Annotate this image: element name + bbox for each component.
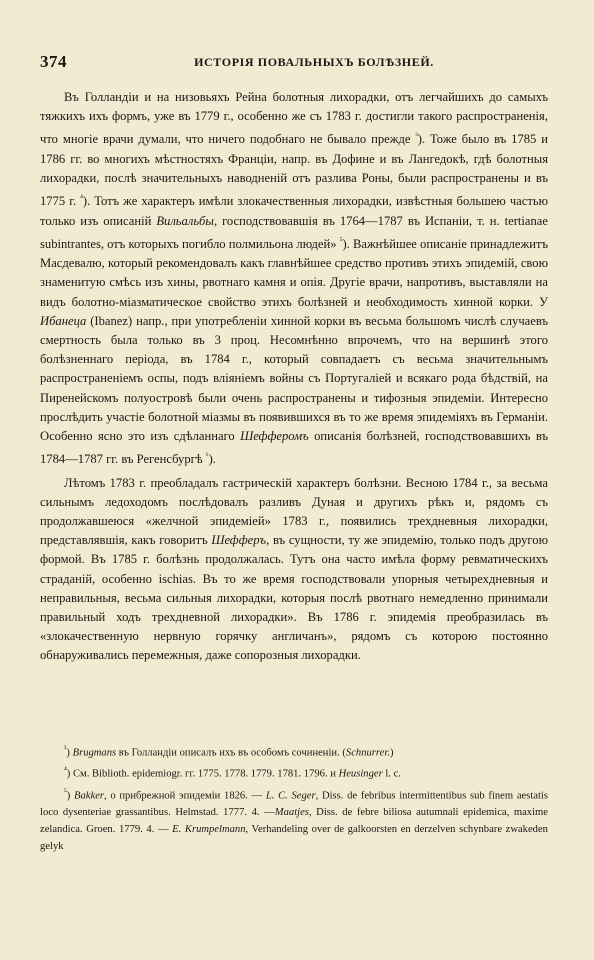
footnote bbox=[40, 783, 548, 856]
text-run: ). Тотъ же характеръ имѣли злокачественныя лихорадки, извѣстныя большею частью только изъ описаній bbox=[40, 194, 548, 228]
page-number: 374 bbox=[40, 52, 67, 71]
footnote-separator bbox=[40, 670, 548, 740]
italic-name: Вильальбы bbox=[156, 213, 214, 228]
italic-name: Brugmans bbox=[72, 747, 117, 759]
text-run: описанія болѣзней, господствовавшихъ въ 1784—1787 гг. въ Регенсбургѣ bbox=[40, 429, 548, 467]
text-run: l. c. bbox=[382, 768, 401, 780]
text-run: Въ Голландіи и на низовьяхъ Рейна болотныя лихорадки, отъ легчайшихъ до самыхъ тяжкихъ ихъ формъ, уже въ 1779 г., особенно же съ 1783 г. достигли такого распространенія, что многіе врачи думали, что ничего подобнаго не бывало прежде bbox=[40, 90, 548, 147]
italic-name: Heusinger bbox=[338, 768, 383, 780]
italic-name: E. Krumpelmann bbox=[172, 824, 246, 836]
text-run: , Diss. de febre biliosa autumnali epidemica, maxime zelandica. Groen. 1779. 4. — bbox=[40, 807, 548, 836]
body-text bbox=[40, 88, 548, 666]
italic-name: Шефферъ bbox=[211, 533, 267, 548]
italic-name: Шефферомъ bbox=[240, 429, 309, 444]
text-run: , въ сущности, ту же эпидемію, только подъ другою формой. Въ 1785 г. болѣзнь продолжалась. Тутъ она часто имѣла форму ревматическихъ страданій, особенно ischias. Въ то же время господствовали упорныя четырехдневныя и неправильныя, весьма сильныя лихорадки, которыя послѣ рвотнаго немедленно принимали правильный ходъ трехдневной лихорадки». Въ 1786 г. эпидемія преобразилась въ «злокачественную нервную горячку англичанъ», рядомъ съ которою постоянно обнаруживались перемежныя, даже сопорозныя лихорадки. bbox=[40, 533, 548, 663]
footnote-ref: ³ bbox=[64, 743, 67, 753]
running-head: ИСТОРІЯ ПОВАЛЬНЫХЪ БОЛѢЗНЕЙ. bbox=[194, 55, 434, 69]
text-run: , Verhandeling over de galkoorsten en derzelven schynbare zwakeden gelyk bbox=[40, 824, 548, 853]
text-run: ). Тоже было въ 1785 и 1786 гг. во многихъ мѣстностяхъ Франціи, напр. въ Дофине и въ Лангедокѣ, гдѣ болотныя лихорадки, послѣ значительныхъ наводненій отъ разлива Роны, были распространены и въ 1775 г. bbox=[40, 132, 548, 209]
page-header bbox=[40, 52, 548, 74]
text-run: , о прибрежной эпидеміи 1826. — bbox=[104, 790, 266, 802]
italic-name: Ибанеца bbox=[40, 313, 87, 328]
italic-name: Schnurrer. bbox=[345, 747, 390, 759]
text-run: ) bbox=[66, 790, 75, 802]
italic-name: Maatjes bbox=[274, 807, 309, 819]
italic-name: L. C. Seger bbox=[265, 790, 316, 802]
footnotes bbox=[40, 740, 548, 856]
text-run: , Diss. de febribus intermittentibus sub finem aestatis loco dysenteriae grassantibus. Helmstad. 1777. 4. — bbox=[40, 790, 548, 819]
text-run: Лѣтомъ 1783 г. преобладалъ гастрическій характеръ болѣзни. Весною 1784 г., за весьма сильнымъ ледоходомъ послѣдовалъ разливъ Дуная и другихъ рѣкъ и, рядомъ съ продолжавшеюся «желчной эпидеміей» 1783 г., появились трехдневныя лихорадки, представлявшія, какъ говоритъ bbox=[40, 475, 548, 548]
footnote bbox=[40, 761, 548, 783]
footnote-ref: ⁵ bbox=[339, 235, 343, 245]
text-run: , господствовавшія въ 1764—1787 въ Испаніи, т. н. tertianae subintrantes, отъ которыхъ погибло полмильона людей» bbox=[40, 213, 548, 251]
text-run: въ Голландіи описалъ ихъ въ особомъ сочиненіи. ( bbox=[116, 747, 346, 759]
footnote-ref: ⁴ bbox=[80, 193, 83, 203]
text-run: ) bbox=[66, 747, 73, 759]
text-run: ). Важнѣйшее описаніе принадлежитъ Масдевалю, который рекомендовалъ какъ главнѣйшее средство противъ этихъ эпидемій, свою знаменитую смѣсь изъ хины, рвотнаго камня и опія. Другіе врачи, напротивъ, выставляли на видъ болотно-міазматическое свойство этихъ болѣзней и необходимость хинной корки. У bbox=[40, 236, 548, 309]
paragraph bbox=[40, 474, 548, 666]
footnote-ref: ³ bbox=[415, 131, 418, 141]
text-run: (Ibanez) напр., при употребленіи хинной корки въ весьма большомъ числѣ случаевъ смертность была только въ 3 проц. Несомнѣнно впрочемъ, что на вершинѣ этого болѣзненнаго періода, въ 1784 г., который совпадаетъ съ весьма значительнымъ распространеніемъ оспы, подъ вліяніемъ войны съ Португаліей и всякаго рода бѣдствій, на Пиренейскомъ полуостровѣ были очень распространены и тифозныя эпидеміи. Интересно прослѣдить участіе болотной міазмы въ появившихся въ то же время эпидеміяхъ въ Германіи. Особенно ясно это изъ сдѣланнаго bbox=[40, 313, 548, 444]
text-run: ) См. Biblioth. epidemiogr. гг. 1775. 1778. 1779. 1781. 1796. и bbox=[66, 768, 339, 780]
footnote bbox=[40, 740, 548, 762]
italic-name: Bakker bbox=[74, 790, 105, 802]
footnote-ref: ⁶ bbox=[205, 451, 209, 461]
footnote-ref: ⁴ bbox=[64, 765, 67, 775]
footnote-ref: ⁵ bbox=[64, 786, 67, 796]
paragraph bbox=[40, 88, 548, 470]
text-run: ) bbox=[389, 747, 394, 759]
text-run: ). bbox=[208, 452, 216, 467]
